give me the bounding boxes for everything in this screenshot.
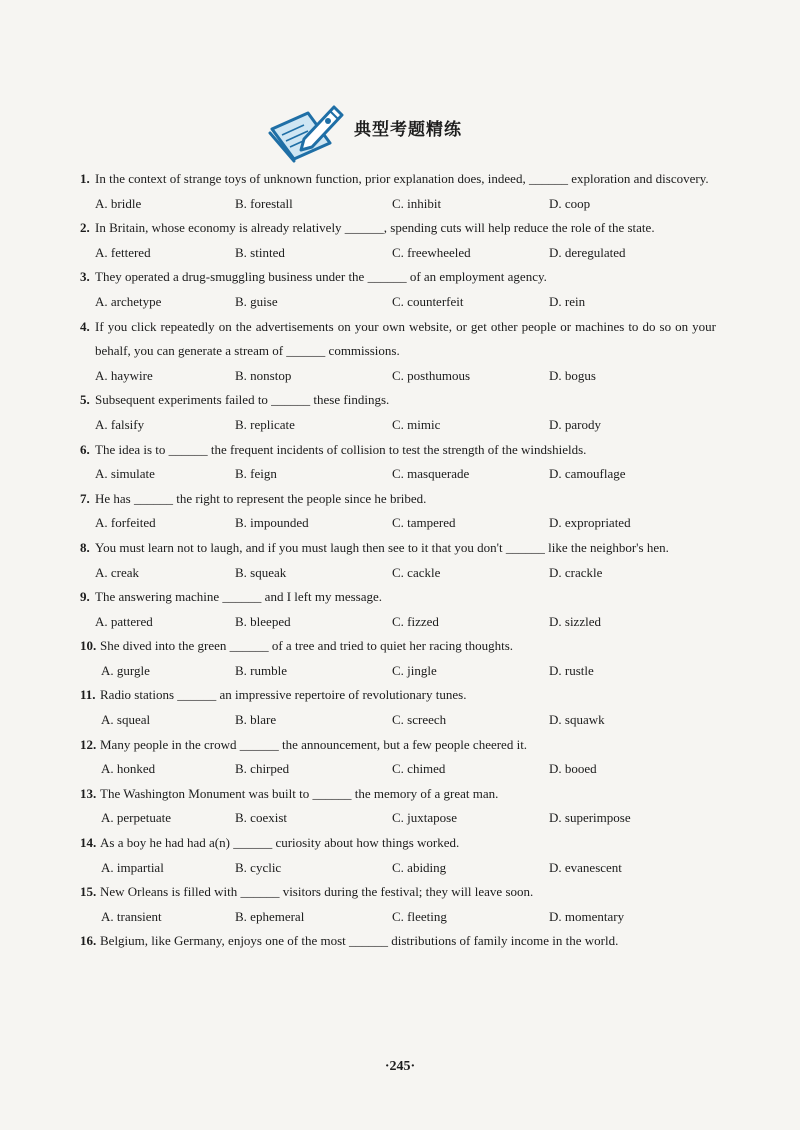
question-text: Radio stations ______ an impressive repertoire of revolutionary tunes. bbox=[100, 687, 467, 703]
option-row bbox=[101, 708, 716, 733]
question-item bbox=[80, 167, 716, 216]
answer-option: B. feign bbox=[235, 466, 277, 482]
question-text: In the context of strange toys of unknown function, prior explanation does, indeed, ______ exploration and discovery. bbox=[95, 171, 709, 186]
question-number: 12. bbox=[80, 736, 97, 752]
answer-option: B. guise bbox=[235, 293, 278, 309]
answer-option: A. bridle bbox=[95, 195, 142, 211]
question-text: Belgium, like Germany, enjoys one of the most ______ distributions of family income in the world. bbox=[100, 933, 619, 949]
option-row bbox=[95, 241, 716, 266]
option-row bbox=[95, 511, 716, 536]
answer-option: B. impounded bbox=[235, 515, 309, 531]
option-row bbox=[95, 192, 716, 217]
question-text: Many people in the crowd ______ the announcement, but a few people cheered it. bbox=[100, 736, 528, 752]
answer-option: C. abiding bbox=[392, 859, 447, 875]
question-item bbox=[80, 831, 716, 880]
answer-option: D. booed bbox=[549, 761, 597, 777]
answer-option: A. transient bbox=[101, 908, 162, 924]
question-item bbox=[80, 388, 716, 437]
answer-option: C. cackle bbox=[392, 564, 441, 580]
answer-option: C. tampered bbox=[392, 515, 456, 531]
page-number: ·245· bbox=[384, 1059, 416, 1074]
answer-option: C. chimed bbox=[392, 761, 446, 777]
answer-option: C. mimic bbox=[392, 416, 441, 432]
question-text: As a boy he had had a(n) ______ curiosity about how things worked. bbox=[100, 835, 460, 851]
answer-option: A. simulate bbox=[95, 466, 155, 482]
question-item bbox=[80, 438, 716, 487]
answer-option: D. squawk bbox=[549, 712, 605, 728]
answer-option: A. haywire bbox=[95, 367, 153, 383]
answer-option: C. freewheeled bbox=[392, 244, 471, 260]
option-row bbox=[95, 290, 716, 315]
answer-option: A. creak bbox=[95, 564, 140, 580]
question-number: 6. bbox=[80, 441, 90, 457]
answer-option: C. fizzed bbox=[392, 613, 439, 629]
option-row bbox=[95, 462, 716, 487]
question-text: The Washington Monument was built to ______ the memory of a great man. bbox=[100, 785, 499, 801]
question-item bbox=[80, 487, 716, 536]
question-text: You must learn not to laugh, and if you must laugh then see to it that you don't ______ like the neighbor's hen. bbox=[95, 539, 669, 555]
section-header bbox=[268, 96, 462, 166]
question-text: They operated a drug-smuggling business under the ______ of an employment agency. bbox=[95, 269, 547, 285]
answer-option: A. forfeited bbox=[95, 515, 156, 531]
pen-and-paper-icon bbox=[268, 99, 348, 163]
answer-option: D. parody bbox=[549, 416, 601, 432]
answer-option: C. counterfeit bbox=[392, 293, 464, 309]
answer-option: A. pattered bbox=[95, 613, 153, 629]
question-number: 1. bbox=[80, 171, 90, 186]
question-text: She dived into the green ______ of a tree and tried to quiet her racing thoughts. bbox=[100, 638, 513, 654]
question-number: 9. bbox=[80, 589, 90, 605]
question-item bbox=[80, 782, 716, 831]
answer-option: D. expropriated bbox=[549, 515, 631, 531]
answer-option: D. deregulated bbox=[549, 244, 626, 260]
answer-option: D. camouflage bbox=[549, 466, 626, 482]
question-number: 11. bbox=[80, 687, 96, 703]
answer-option: B. stinted bbox=[235, 244, 285, 260]
answer-option: A. fettered bbox=[95, 244, 151, 260]
answer-option: D. superimpose bbox=[549, 810, 631, 826]
question-number: 8. bbox=[80, 539, 90, 555]
question-text: If you click repeatedly on the advertisements on your own website, or get other people or machines to do so on your behalf, you can generate a stream of ______ commissions. bbox=[95, 318, 716, 359]
answer-option: A. squeal bbox=[101, 712, 151, 728]
answer-option: D. rustle bbox=[549, 662, 594, 678]
option-row bbox=[95, 364, 716, 389]
answer-option: B. rumble bbox=[235, 662, 287, 678]
answer-option: A. impartial bbox=[101, 859, 164, 875]
answer-option: B. squeak bbox=[235, 564, 287, 580]
question-text: New Orleans is filled with ______ visitors during the festival; they will leave soon. bbox=[100, 884, 534, 900]
answer-option: A. archetype bbox=[95, 293, 162, 309]
question-number: 5. bbox=[80, 392, 90, 408]
question-number: 10. bbox=[80, 638, 97, 654]
question-item bbox=[80, 536, 716, 585]
answer-option: B. cyclic bbox=[235, 859, 282, 875]
question-number: 4. bbox=[80, 318, 90, 334]
option-row bbox=[95, 610, 716, 635]
question-item bbox=[80, 733, 716, 782]
question-number: 2. bbox=[80, 220, 90, 236]
answer-option: C. jingle bbox=[392, 662, 437, 678]
answer-option: B. ephemeral bbox=[235, 908, 305, 924]
question-item bbox=[80, 265, 716, 314]
option-row bbox=[101, 757, 716, 782]
answer-option: B. coexist bbox=[235, 810, 287, 826]
option-row bbox=[101, 659, 716, 684]
option-row bbox=[95, 413, 716, 438]
answer-option: D. momentary bbox=[549, 908, 625, 924]
question-number: 16. bbox=[80, 933, 97, 949]
answer-option: B. blare bbox=[235, 712, 277, 728]
question-number: 3. bbox=[80, 269, 90, 285]
answer-option: D. bogus bbox=[549, 367, 596, 383]
answer-option: B. replicate bbox=[235, 416, 295, 432]
question-item bbox=[80, 315, 716, 389]
question-number: 13. bbox=[80, 785, 97, 801]
question-number: 7. bbox=[80, 490, 90, 506]
question-item bbox=[80, 683, 716, 732]
question-text: Subsequent experiments failed to ______ these findings. bbox=[95, 392, 390, 408]
answer-option: B. nonstop bbox=[235, 367, 292, 383]
answer-option: C. juxtapose bbox=[392, 810, 457, 826]
question-text: He has ______ the right to represent the people since he bribed. bbox=[95, 490, 427, 506]
answer-option: B. chirped bbox=[235, 761, 290, 777]
answer-option: D. coop bbox=[549, 195, 591, 211]
option-row bbox=[101, 806, 716, 831]
answer-option: D. crackle bbox=[549, 564, 603, 580]
answer-option: C. screech bbox=[392, 712, 447, 728]
answer-option: D. rein bbox=[549, 293, 586, 309]
answer-option: A. falsify bbox=[95, 416, 145, 432]
answer-option: B. forestall bbox=[235, 195, 293, 211]
answer-option: B. bleeped bbox=[235, 613, 291, 629]
answer-option: A. perpetuate bbox=[101, 810, 172, 826]
question-item bbox=[80, 929, 716, 954]
option-row bbox=[101, 905, 716, 930]
question-number: 14. bbox=[80, 835, 97, 851]
answer-option: A. honked bbox=[101, 761, 156, 777]
question-text: The answering machine ______ and I left my message. bbox=[95, 589, 382, 605]
option-row bbox=[95, 561, 716, 586]
question-list bbox=[80, 167, 716, 954]
answer-option: C. posthumous bbox=[392, 367, 471, 383]
option-row bbox=[101, 856, 716, 881]
answer-option: C. masquerade bbox=[392, 466, 470, 482]
question-item bbox=[80, 880, 716, 929]
answer-option: A. gurgle bbox=[101, 662, 150, 678]
answer-option: D. evanescent bbox=[549, 859, 622, 875]
answer-option: C. inhibit bbox=[392, 195, 442, 211]
answer-option: D. sizzled bbox=[549, 613, 601, 629]
section-title: 典型考题精练 bbox=[354, 119, 462, 140]
answer-option: C. fleeting bbox=[392, 908, 447, 924]
question-text: In Britain, whose economy is already relatively ______, spending cuts will help reduce the role of the state. bbox=[95, 220, 655, 236]
question-item bbox=[80, 585, 716, 634]
question-number: 15. bbox=[80, 884, 97, 900]
question-item bbox=[80, 216, 716, 265]
question-text: The idea is to ______ the frequent incidents of collision to test the strength of the windshields. bbox=[95, 441, 587, 457]
question-item bbox=[80, 634, 716, 683]
